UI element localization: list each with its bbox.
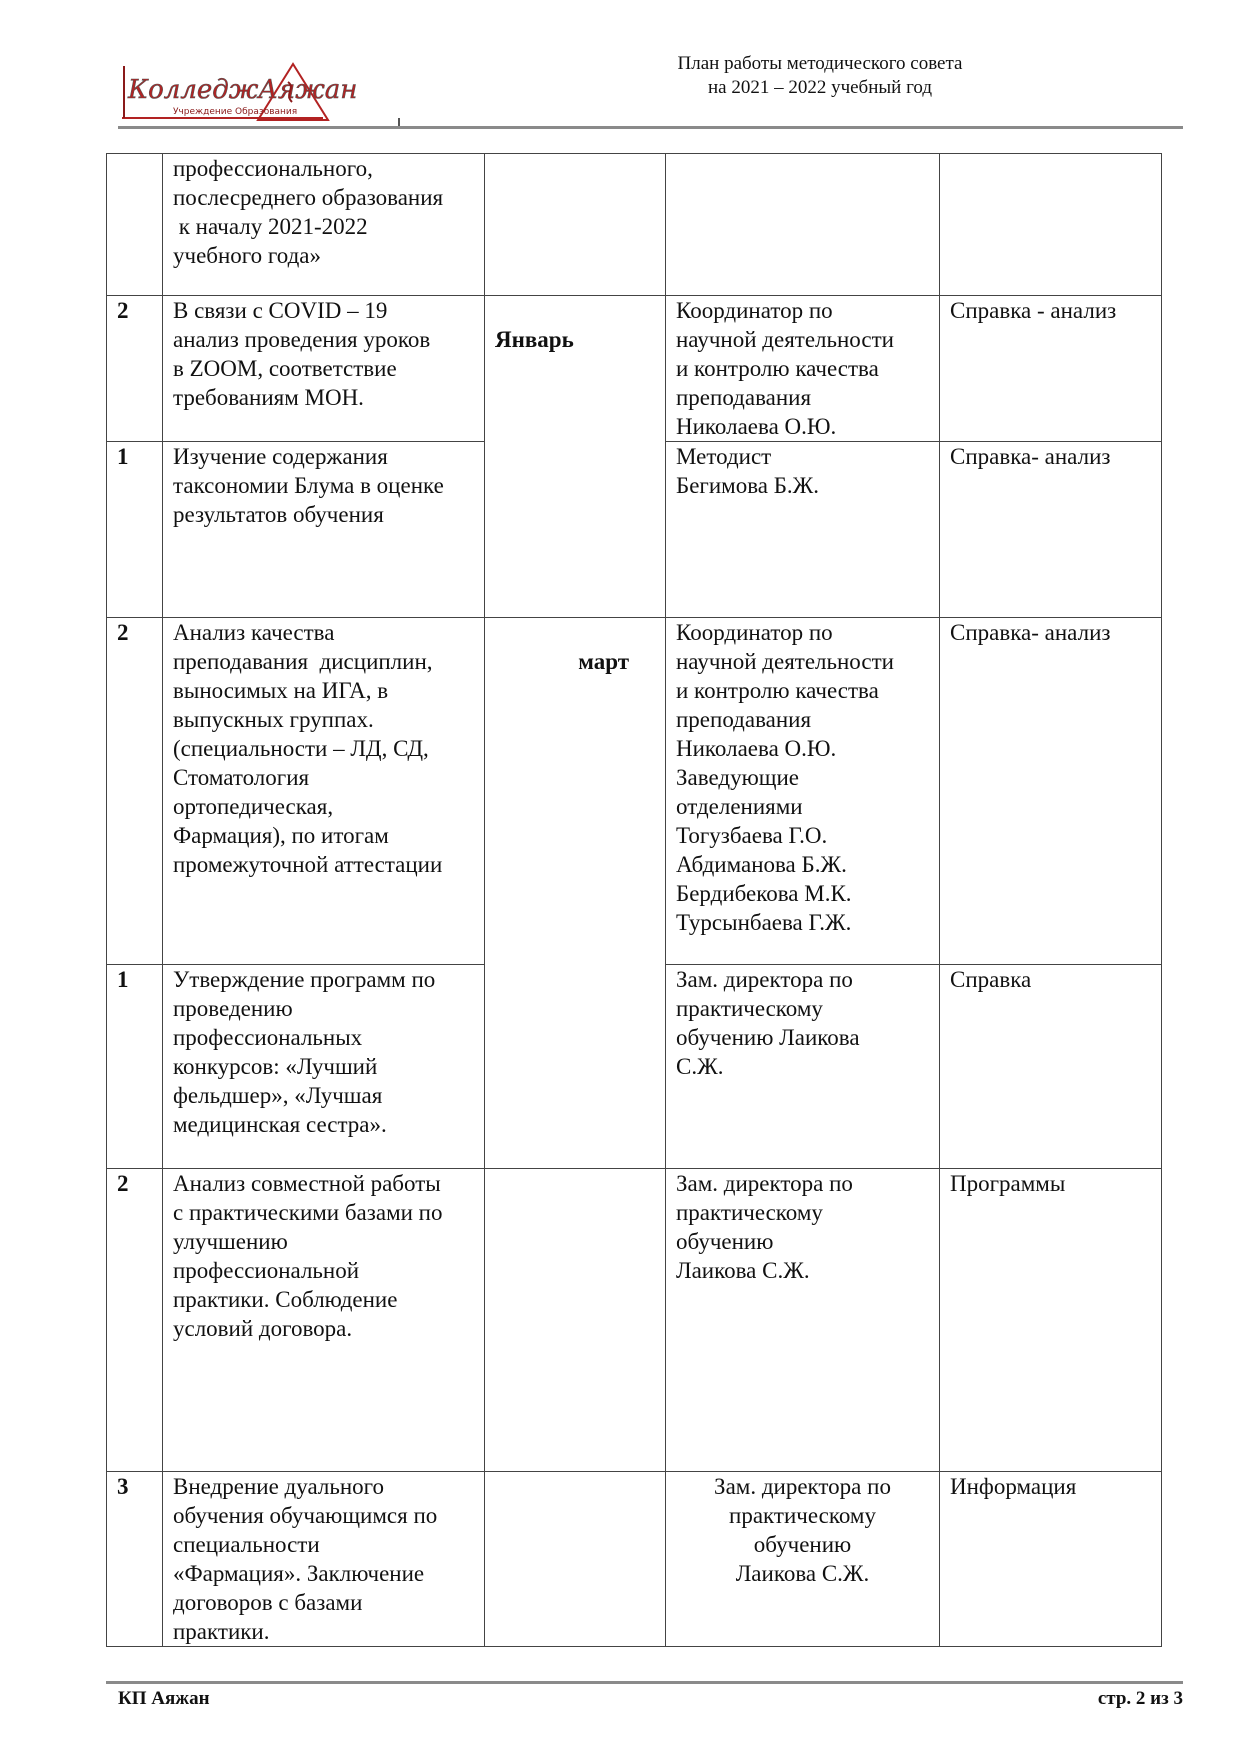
row-number: 1: [107, 442, 163, 618]
topic-line: выпускных группах.: [173, 707, 374, 732]
responsible-line: преподавания: [676, 707, 812, 732]
footer-page-number: стр. 2 из 3: [1097, 1688, 1183, 1709]
row-result: Программы: [940, 1169, 1162, 1472]
topic-line: улучшению: [173, 1229, 288, 1254]
topic-line: «Фармация». Заключение: [173, 1561, 425, 1586]
responsible-line: Турсынбаева Г.Ж.: [676, 910, 852, 935]
page-header: [0, 0, 1240, 135]
responsible-line: Николаева О.Ю.: [676, 414, 837, 439]
responsible-line: С.Ж.: [676, 1054, 724, 1079]
topic-line: ортопедическая,: [173, 794, 334, 819]
college-logo: [118, 60, 368, 124]
topic-line: В связи с COVID – 19: [173, 298, 388, 323]
topic-line: промежуточной аттестации: [173, 852, 443, 877]
month-label: март: [578, 649, 629, 674]
row-number: 2: [107, 618, 163, 965]
svg-text:Учреждение Образования: Учреждение Образования: [173, 107, 298, 117]
row-result: Справка - анализ: [940, 296, 1162, 442]
responsible-line: преподавания: [676, 385, 812, 410]
header-title-line1: План работы методического совета: [677, 53, 963, 74]
topic-line: конкурсов: «Лучший: [173, 1054, 378, 1079]
topic-line: профессионального,: [173, 156, 373, 181]
topic-line: выносимых на ИГА, в: [173, 678, 389, 703]
topic-line: к началу 2021-2022: [173, 214, 368, 239]
topic-line: преподавания дисциплин,: [173, 649, 433, 674]
responsible-line: Заведующие: [676, 765, 799, 790]
topic-line: Фармация), по итогам: [173, 823, 389, 848]
responsible-line: обучению Лаикова: [676, 1025, 860, 1050]
row-topic: [163, 442, 485, 618]
row-topic: [163, 296, 485, 442]
responsible-line: и контролю качества: [676, 678, 879, 703]
responsible-line: Бегимова Б.Ж.: [676, 473, 820, 498]
topic-line: Стоматология: [173, 765, 310, 790]
row-responsible: [666, 154, 940, 296]
row-month: [485, 1472, 666, 1647]
row-result: Справка- анализ: [940, 618, 1162, 965]
responsible-line: Методист: [676, 444, 772, 469]
topic-line: практики.: [173, 1619, 270, 1644]
responsible-line: Тогузбаева Г.О.: [676, 823, 828, 848]
row-month: [485, 154, 666, 296]
responsible-line: практическому: [729, 1503, 876, 1528]
row-topic: [163, 1169, 485, 1472]
row-number: 3: [107, 1472, 163, 1647]
topic-line: результатов обучения: [173, 502, 384, 527]
row-month: [485, 1169, 666, 1472]
topic-line: Внедрение дуального: [173, 1474, 384, 1499]
responsible-line: Зам. директора по: [676, 1171, 853, 1196]
topic-line: Утверждение программ по: [173, 967, 436, 992]
topic-line: специальности: [173, 1532, 320, 1557]
row-month: [485, 296, 666, 618]
topic-line: медицинская сестра».: [173, 1112, 387, 1137]
responsible-line: Зам. директора по: [714, 1474, 891, 1499]
responsible-line: обучению: [676, 1229, 774, 1254]
footer-divider: [106, 1681, 1183, 1684]
table-row: [107, 154, 1162, 296]
row-topic: [163, 618, 485, 965]
topic-line: условий договора.: [173, 1316, 353, 1341]
row-result: Информация: [940, 1472, 1162, 1647]
responsible-line: Бердибекова М.К.: [676, 881, 852, 906]
topic-line: анализ проведения уроков: [173, 327, 431, 352]
row-month: [485, 618, 666, 1169]
plan-table: [106, 153, 1162, 1647]
month-label: Январь: [495, 327, 574, 352]
row-result: Справка- анализ: [940, 442, 1162, 618]
topic-line: в ZOOM, соответствие: [173, 356, 397, 381]
topic-line: практики. Соблюдение: [173, 1287, 398, 1312]
topic-line: требованиям МОН.: [173, 385, 364, 410]
table-row: [107, 1472, 1162, 1647]
table-row: [107, 618, 1162, 965]
row-topic: [163, 965, 485, 1169]
topic-line: проведению: [173, 996, 293, 1021]
row-number: 1: [107, 965, 163, 1169]
responsible-line: обучению: [753, 1532, 852, 1557]
topic-line: послесреднего образования: [173, 185, 444, 210]
topic-line: таксономии Блума в оценке: [173, 473, 444, 498]
row-result: [940, 154, 1162, 296]
responsible-line: Координатор по: [676, 620, 833, 645]
responsible-line: Зам. директора по: [676, 967, 853, 992]
responsible-line: Николаева О.Ю.: [676, 736, 837, 761]
responsible-line: отделениями: [676, 794, 803, 819]
table-row: [107, 296, 1162, 442]
responsible-line: Координатор по: [676, 298, 833, 323]
topic-line: обучения обучающимся по: [173, 1503, 438, 1528]
topic-line: Изучение содержания: [173, 444, 388, 469]
row-topic: [163, 154, 485, 296]
header-title: [560, 52, 1080, 100]
topic-line: профессиональных: [173, 1025, 363, 1050]
row-responsible: [666, 965, 940, 1169]
header-divider: [118, 126, 1183, 129]
row-responsible: [666, 1472, 940, 1647]
row-responsible: [666, 618, 940, 965]
topic-line: профессиональной: [173, 1258, 360, 1283]
topic-line: учебного года»: [173, 243, 322, 268]
responsible-line: практическому: [676, 996, 823, 1021]
topic-line: Анализ качества: [173, 620, 335, 645]
responsible-line: научной деятельности: [676, 649, 894, 674]
topic-line: фельдшер», «Лучшая: [173, 1083, 383, 1108]
row-responsible: [666, 1169, 940, 1472]
responsible-line: Абдиманова Б.Ж.: [676, 852, 847, 877]
topic-line: (специальности – ЛД, СД,: [173, 736, 429, 761]
header-title-line2: на 2021 – 2022 учебный год: [707, 77, 933, 98]
table-row: [107, 1169, 1162, 1472]
row-topic: [163, 1472, 485, 1647]
footer-org-name: КП Аяжан: [118, 1688, 210, 1709]
row-responsible: [666, 296, 940, 442]
responsible-line: Лаикова С.Ж.: [676, 1258, 810, 1283]
row-number: 2: [107, 1169, 163, 1472]
topic-line: Анализ совместной работы: [173, 1171, 441, 1196]
row-responsible: [666, 442, 940, 618]
row-number: [107, 154, 163, 296]
responsible-line: Лаикова С.Ж.: [735, 1561, 870, 1586]
responsible-line: практическому: [676, 1200, 823, 1225]
topic-line: договоров с базами: [173, 1590, 363, 1615]
topic-line: с практическими базами по: [173, 1200, 443, 1225]
responsible-line: и контролю качества: [676, 356, 879, 381]
row-number: 2: [107, 296, 163, 442]
row-result: Справка: [940, 965, 1162, 1169]
responsible-line: научной деятельности: [676, 327, 894, 352]
svg-text:КолледжАяжан: КолледжАяжан: [128, 75, 358, 105]
